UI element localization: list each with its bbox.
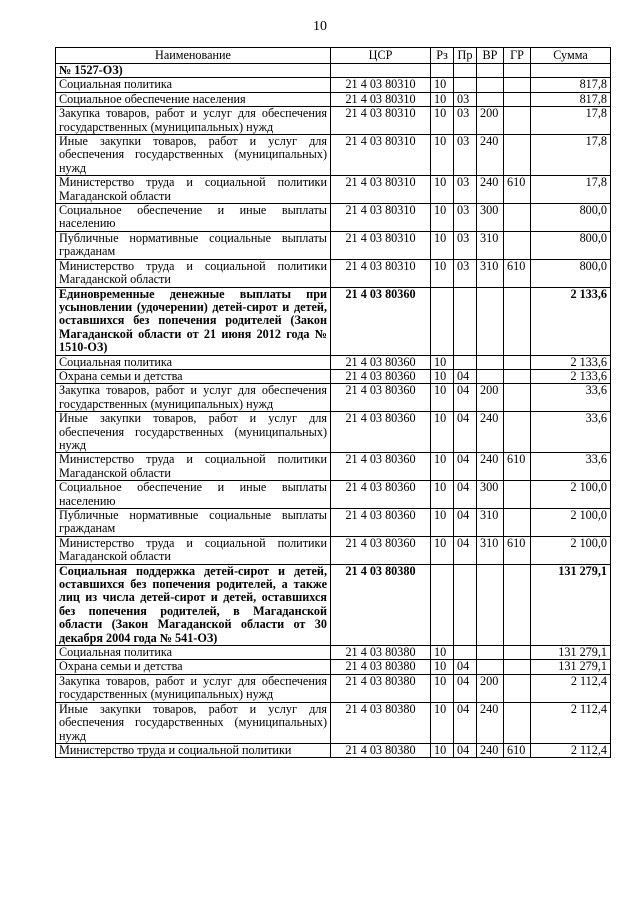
- table-row: [56, 204, 611, 232]
- row-gr: [504, 369, 531, 383]
- row-gr: [504, 702, 531, 743]
- row-rz: 10: [431, 412, 454, 453]
- row-name: Публичные нормативные социальные выплаты гражданам: [56, 231, 331, 259]
- row-vr: 240: [477, 176, 504, 204]
- row-amount: 800,0: [531, 231, 611, 259]
- table-body: [56, 64, 611, 758]
- row-code: 21 4 03 80310: [331, 204, 431, 232]
- row-vr: 310: [477, 231, 504, 259]
- header-amount: Сумма: [531, 48, 611, 64]
- row-code: 21 4 03 80310: [331, 231, 431, 259]
- row-amount: 2 133,6: [531, 287, 611, 355]
- row-pr: [454, 78, 477, 92]
- row-code: 21 4 03 80360: [331, 355, 431, 369]
- row-vr: [477, 355, 504, 369]
- row-pr: 04: [454, 509, 477, 537]
- row-amount: 33,6: [531, 384, 611, 412]
- row-rz: 10: [431, 204, 454, 232]
- row-pr: [454, 287, 477, 355]
- header-vr: ВР: [477, 48, 504, 64]
- row-name: Социальное обеспечение и иные выплаты населению: [56, 481, 331, 509]
- row-gr: [504, 287, 531, 355]
- row-rz: 10: [431, 92, 454, 106]
- row-amount: 2 133,6: [531, 355, 611, 369]
- row-vr: 200: [477, 107, 504, 135]
- row-gr: [504, 355, 531, 369]
- row-vr: 200: [477, 674, 504, 702]
- row-pr: 03: [454, 231, 477, 259]
- header-rz: Рз: [431, 48, 454, 64]
- row-gr: [504, 481, 531, 509]
- row-rz: 10: [431, 176, 454, 204]
- row-pr: 03: [454, 176, 477, 204]
- row-code: 21 4 03 80310: [331, 259, 431, 287]
- row-code: 21 4 03 80310: [331, 135, 431, 176]
- row-pr: 04: [454, 453, 477, 481]
- row-rz: 10: [431, 384, 454, 412]
- row-rz: 10: [431, 536, 454, 564]
- row-amount: [531, 64, 611, 78]
- row-amount: 17,8: [531, 135, 611, 176]
- row-pr: 04: [454, 412, 477, 453]
- row-code: 21 4 03 80380: [331, 674, 431, 702]
- row-code: 21 4 03 80310: [331, 78, 431, 92]
- row-vr: 310: [477, 259, 504, 287]
- budget-table: [55, 47, 611, 758]
- row-gr: [504, 135, 531, 176]
- row-pr: [454, 355, 477, 369]
- row-gr: [504, 204, 531, 232]
- row-amount: 800,0: [531, 204, 611, 232]
- row-rz: 10: [431, 660, 454, 674]
- row-amount: 33,6: [531, 453, 611, 481]
- row-gr: [504, 646, 531, 660]
- row-vr: 310: [477, 509, 504, 537]
- row-amount: 817,8: [531, 92, 611, 106]
- table-row: [56, 743, 611, 757]
- table-row: [56, 64, 611, 78]
- row-vr: [477, 660, 504, 674]
- row-name: Иные закупки товаров, работ и услуг для обеспечения государственных (муниципальных) нужд: [56, 412, 331, 453]
- table-row: [56, 287, 611, 355]
- row-name: Социальная политика: [56, 646, 331, 660]
- row-pr: [454, 64, 477, 78]
- row-rz: 10: [431, 135, 454, 176]
- row-amount: 131 279,1: [531, 646, 611, 660]
- row-pr: 04: [454, 674, 477, 702]
- table-row: [56, 412, 611, 453]
- row-pr: 04: [454, 369, 477, 383]
- row-rz: 10: [431, 231, 454, 259]
- header-pr: Пр: [454, 48, 477, 64]
- row-amount: 2 112,4: [531, 674, 611, 702]
- table-row: [56, 231, 611, 259]
- table-row: [56, 646, 611, 660]
- row-amount: 2 100,0: [531, 536, 611, 564]
- row-gr: [504, 231, 531, 259]
- row-gr: [504, 92, 531, 106]
- row-rz: 10: [431, 453, 454, 481]
- row-amount: 17,8: [531, 107, 611, 135]
- row-vr: [477, 369, 504, 383]
- table-row: [56, 176, 611, 204]
- row-code: 21 4 03 80380: [331, 702, 431, 743]
- row-gr: 610: [504, 176, 531, 204]
- row-name: Социальное обеспечение и иные выплаты населению: [56, 204, 331, 232]
- table-row: [56, 481, 611, 509]
- row-gr: [504, 78, 531, 92]
- row-name: Министерство труда и социальной политики Магаданской области: [56, 453, 331, 481]
- row-rz: [431, 564, 454, 645]
- table-row: [56, 384, 611, 412]
- row-name: Иные закупки товаров, работ и услуг для обеспечения государственных (муниципальных) нужд: [56, 702, 331, 743]
- row-gr: [504, 509, 531, 537]
- row-amount: 2 100,0: [531, 509, 611, 537]
- row-name: Министерство труда и социальной политики Магаданской области: [56, 536, 331, 564]
- row-pr: 03: [454, 135, 477, 176]
- row-code: 21 4 03 80360: [331, 287, 431, 355]
- row-amount: 2 112,4: [531, 702, 611, 743]
- table-row: [56, 92, 611, 106]
- row-code: 21 4 03 80310: [331, 107, 431, 135]
- header-gr: ГР: [504, 48, 531, 64]
- row-pr: 04: [454, 743, 477, 757]
- row-amount: 17,8: [531, 176, 611, 204]
- table-row: [56, 509, 611, 537]
- row-gr: 610: [504, 536, 531, 564]
- row-gr: [504, 660, 531, 674]
- row-amount: 2 100,0: [531, 481, 611, 509]
- row-rz: 10: [431, 355, 454, 369]
- row-gr: 610: [504, 743, 531, 757]
- row-vr: [477, 78, 504, 92]
- row-name: Публичные нормативные социальные выплаты гражданам: [56, 509, 331, 537]
- row-pr: [454, 646, 477, 660]
- row-name: Охрана семьи и детства: [56, 369, 331, 383]
- row-name: Министерство труда и социальной политики: [56, 743, 331, 757]
- row-name: Охрана семьи и детства: [56, 660, 331, 674]
- row-rz: 10: [431, 674, 454, 702]
- row-rz: 10: [431, 369, 454, 383]
- row-code: 21 4 03 80310: [331, 176, 431, 204]
- row-code: 21 4 03 80360: [331, 481, 431, 509]
- row-vr: 300: [477, 204, 504, 232]
- row-code: 21 4 03 80360: [331, 369, 431, 383]
- row-pr: 03: [454, 259, 477, 287]
- table-row: [56, 78, 611, 92]
- table-row: [56, 453, 611, 481]
- row-vr: [477, 92, 504, 106]
- row-rz: 10: [431, 78, 454, 92]
- table-row: [56, 536, 611, 564]
- row-rz: 10: [431, 481, 454, 509]
- row-name: Закупка товаров, работ и услуг для обеспечения государственных (муниципальных) нужд: [56, 674, 331, 702]
- row-vr: 240: [477, 743, 504, 757]
- row-gr: [504, 64, 531, 78]
- row-rz: 10: [431, 259, 454, 287]
- row-gr: [504, 412, 531, 453]
- row-amount: 131 279,1: [531, 564, 611, 645]
- row-code: 21 4 03 80360: [331, 509, 431, 537]
- row-vr: [477, 564, 504, 645]
- table-row: [56, 107, 611, 135]
- row-name: № 1527-ОЗ): [56, 64, 331, 78]
- row-gr: [504, 564, 531, 645]
- table-row: [56, 564, 611, 645]
- row-name: Закупка товаров, работ и услуг для обеспечения государственных (муниципальных) нужд: [56, 107, 331, 135]
- row-vr: [477, 287, 504, 355]
- row-rz: 10: [431, 743, 454, 757]
- row-rz: 10: [431, 646, 454, 660]
- row-gr: [504, 384, 531, 412]
- row-code: 21 4 03 80360: [331, 412, 431, 453]
- row-code: 21 4 03 80360: [331, 384, 431, 412]
- row-gr: [504, 107, 531, 135]
- row-pr: 03: [454, 204, 477, 232]
- row-gr: 610: [504, 259, 531, 287]
- row-amount: 817,8: [531, 78, 611, 92]
- table-header-row: [56, 48, 611, 64]
- row-name: Социальная политика: [56, 78, 331, 92]
- table-row: [56, 259, 611, 287]
- table-row: [56, 674, 611, 702]
- row-pr: 04: [454, 660, 477, 674]
- row-rz: 10: [431, 509, 454, 537]
- row-code: 21 4 03 80360: [331, 453, 431, 481]
- row-vr: 240: [477, 453, 504, 481]
- row-name: Министерство труда и социальной политики Магаданской области: [56, 176, 331, 204]
- row-gr: [504, 674, 531, 702]
- row-code: [331, 64, 431, 78]
- row-rz: 10: [431, 702, 454, 743]
- row-vr: [477, 64, 504, 78]
- header-code: ЦСР: [331, 48, 431, 64]
- row-code: 21 4 03 80310: [331, 92, 431, 106]
- row-code: 21 4 03 80380: [331, 564, 431, 645]
- row-pr: 03: [454, 107, 477, 135]
- row-amount: 800,0: [531, 259, 611, 287]
- row-name: Социальное обеспечение населения: [56, 92, 331, 106]
- row-vr: 300: [477, 481, 504, 509]
- row-vr: [477, 646, 504, 660]
- row-vr: 240: [477, 412, 504, 453]
- row-name: Иные закупки товаров, работ и услуг для обеспечения государственных (муниципальных) нужд: [56, 135, 331, 176]
- table-row: [56, 702, 611, 743]
- header-name: Наименование: [56, 48, 331, 64]
- row-rz: 10: [431, 107, 454, 135]
- table-row: [56, 369, 611, 383]
- row-name: Социальная поддержка детей-сирот и детей, оставшихся без попечения родителей, а также лиц из числа детей-сирот и детей, оставшихся без попечения родителей, в Магаданской области (Закон Магаданской области от 30 декабря 2004 года № 541-ОЗ): [56, 564, 331, 645]
- row-pr: 03: [454, 92, 477, 106]
- row-rz: [431, 287, 454, 355]
- row-vr: 310: [477, 536, 504, 564]
- row-amount: 131 279,1: [531, 660, 611, 674]
- row-code: 21 4 03 80380: [331, 646, 431, 660]
- row-name: Социальная политика: [56, 355, 331, 369]
- row-name: Закупка товаров, работ и услуг для обеспечения государственных (муниципальных) нужд: [56, 384, 331, 412]
- row-name: Министерство труда и социальной политики Магаданской области: [56, 259, 331, 287]
- row-code: 21 4 03 80380: [331, 743, 431, 757]
- row-amount: 2 112,4: [531, 743, 611, 757]
- row-pr: 04: [454, 481, 477, 509]
- row-code: 21 4 03 80380: [331, 660, 431, 674]
- row-code: 21 4 03 80360: [331, 536, 431, 564]
- row-pr: [454, 564, 477, 645]
- row-amount: 33,6: [531, 412, 611, 453]
- row-pr: 04: [454, 702, 477, 743]
- row-rz: [431, 64, 454, 78]
- row-pr: 04: [454, 384, 477, 412]
- page-number: 10: [313, 19, 327, 34]
- row-pr: 04: [454, 536, 477, 564]
- row-vr: 240: [477, 702, 504, 743]
- table-row: [56, 660, 611, 674]
- row-name: Единовременные денежные выплаты при усыновлении (удочерении) детей-сирот и детей, оставшихся без попечения родителей (Закон Магаданской области от 21 июня 2012 года № 1510-ОЗ): [56, 287, 331, 355]
- table-row: [56, 135, 611, 176]
- table-row: [56, 355, 611, 369]
- row-amount: 2 133,6: [531, 369, 611, 383]
- row-vr: 240: [477, 135, 504, 176]
- row-gr: 610: [504, 453, 531, 481]
- row-vr: 200: [477, 384, 504, 412]
